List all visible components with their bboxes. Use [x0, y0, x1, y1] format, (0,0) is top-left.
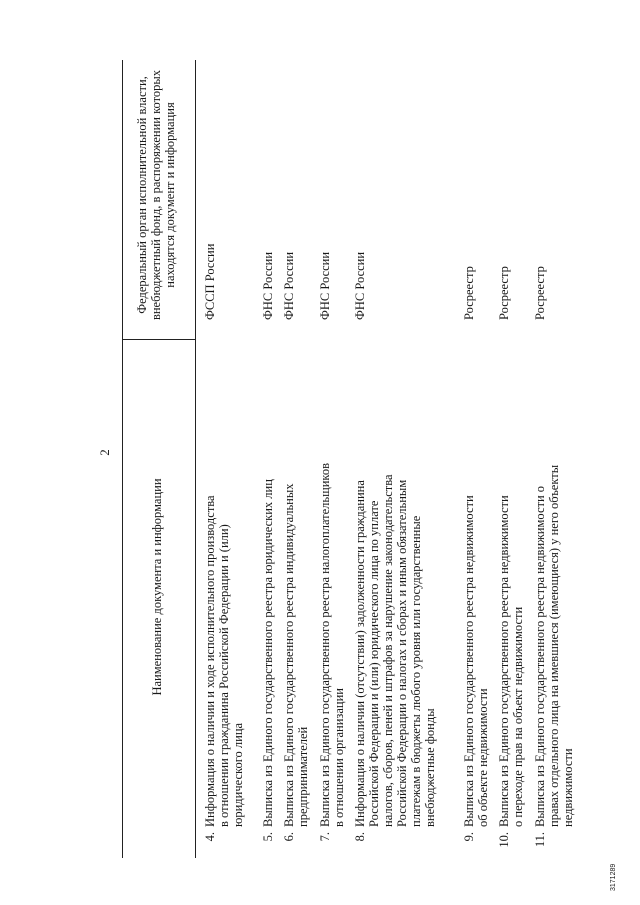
header-agency-line: Федеральный орган исполнительной власти, — [135, 76, 149, 314]
row-number: 7. — [318, 832, 332, 842]
document-name-line: в отношении гражданина Российской Федерации и (или) — [217, 524, 232, 827]
agency-name: ФНС России — [353, 251, 367, 320]
document-name — [318, 353, 346, 827]
document-name-line: Российской Федерации и (или) юридического лица по уплате — [367, 500, 382, 827]
document-name-line: Российской Федерации о налогах и сборах и иным обязательным — [395, 479, 410, 827]
document-name-line: налогов, сборов, пеней и штрафов за нарушение законодательства — [381, 474, 396, 827]
row-number: 11. — [533, 832, 547, 848]
agency-name: ФССП России — [203, 243, 217, 320]
document-name-line: внебюджетные фонды — [423, 708, 438, 827]
row-number: 10. — [497, 832, 511, 848]
document-name — [203, 353, 245, 827]
document-name-line: Выписка из Единого государственного реестра недвижимости — [497, 495, 511, 827]
document-name-line: Выписка из Единого государственного реестра налогоплательщиков — [318, 462, 332, 827]
document-name-line: недвижимости — [561, 748, 576, 827]
agency-name: Росреестр — [462, 266, 476, 320]
row-number: 8. — [353, 832, 367, 842]
header-document-name: Наименование документа и информации — [150, 478, 164, 696]
document-name-line: Выписка из Единого государственного реестра недвижимости о — [533, 485, 547, 827]
agency-name: ФНС России — [261, 251, 275, 320]
document-code: 3171289 — [610, 863, 617, 891]
document-name — [497, 353, 525, 827]
row-number: 6. — [282, 832, 296, 842]
document-name-line: Выписка из Единого государственного реестра недвижимости — [462, 495, 476, 827]
agency-name: ФНС России — [318, 251, 332, 320]
document-name — [462, 353, 490, 827]
document-name-line: о переходе прав на объект недвижимости — [511, 606, 526, 827]
row-number: 5. — [261, 832, 275, 842]
document-name-line: правах отдельного лица на имевшиеся (имеющиеся) у него объекты — [547, 464, 562, 827]
table-column-divider — [122, 339, 195, 340]
header-agency-line: находятся документ и информация — [163, 102, 177, 288]
table-top-rule — [122, 60, 123, 858]
document-name — [261, 353, 275, 827]
header-agency — [135, 60, 177, 330]
document-name-line: платежам в бюджеты любого уровня или государственные — [409, 515, 424, 827]
page-number: 2 — [97, 449, 112, 456]
row-number: 9. — [462, 832, 476, 842]
document-name — [282, 353, 310, 827]
table-header-rule — [195, 60, 196, 858]
document-name-line: об объекте недвижимости — [476, 688, 491, 827]
document-name — [533, 353, 575, 827]
document-name-line: юридического лица — [231, 722, 246, 827]
agency-name: Росреестр — [497, 266, 511, 320]
document-name-line: Выписка из Единого государственного реестра юридических лиц — [261, 479, 275, 827]
document-name-line: в отношении организации — [332, 688, 347, 827]
agency-name: ФНС России — [282, 251, 296, 320]
document-name-line: предпринимателей — [296, 726, 311, 827]
agency-name: Росреестр — [533, 266, 547, 320]
document-name-line: Выписка из Единого государственного реестра индивидуальных — [282, 483, 296, 827]
document-name — [353, 353, 438, 827]
header-agency-line: внебюджетный фонд, в распоряжении которых — [149, 69, 163, 321]
row-number: 4. — [203, 832, 217, 842]
document-name-line: Информация о наличии (отсутствии) задолженности гражданина — [353, 480, 367, 827]
document-name-line: Информация о наличии и ходе исполнительного производства — [203, 495, 217, 827]
